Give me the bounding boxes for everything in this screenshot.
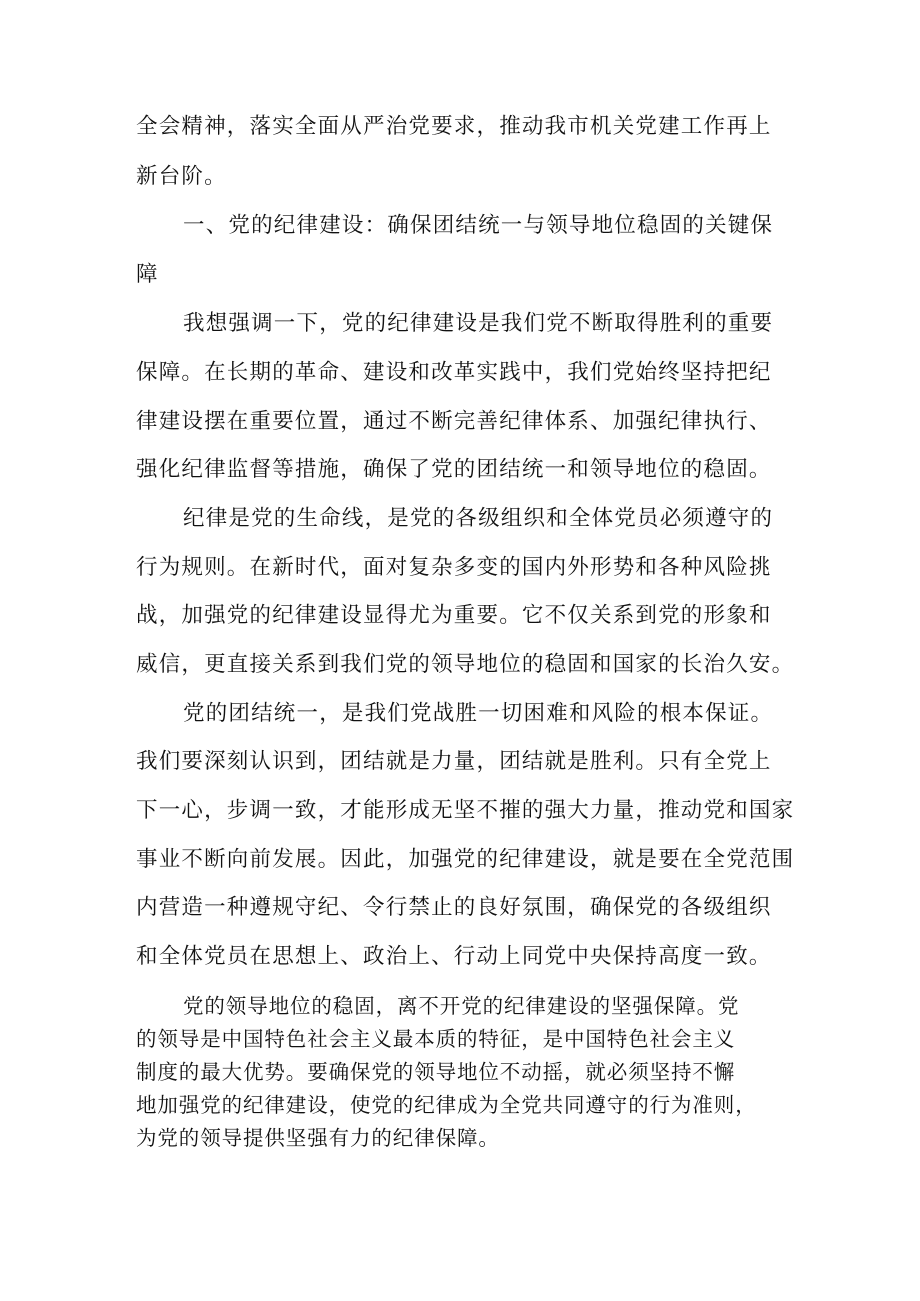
text-line: 全会精神，落实全面从严治党要求，推动我市机关党建工作再上 [136,114,772,139]
text-line: 下一心，步调一致，才能形成无坚不摧的强大力量，推动党和国家 [136,798,795,823]
text-line: 地加强党的纪律建设，使党的纪律成为全党共同遵守的行为准则， [136,1093,757,1117]
text-line: 威信，更直接关系到我们党的领导地位的稳固和国家的长治久安。 [136,652,795,677]
text-line: 制度的最大优势。要确保党的领导地位不动摇，就必须坚持不懈 [136,1060,736,1084]
section-heading-line: 一、党的纪律建设：确保团结统一与领导地位稳固的关键保 [183,213,774,238]
text-line: 党的团结统一，是我们党战胜一切困难和风险的根本保证。 [183,701,774,726]
text-line: 强化纪律监督等措施，确保了党的团结统一和领导地位的稳固。 [136,457,772,482]
text-line: 为党的领导提供坚强有力的纪律保障。 [136,1126,500,1150]
text-line: 党的领导地位的稳固，离不开党的纪律建设的坚强保障。党 [183,994,740,1018]
text-line: 和全体党员在思想上、政治上、行动上同党中央保持高度一致。 [136,944,772,969]
text-line: 保障。在长期的革命、建设和改革实践中，我们党始终坚持把纪 [136,360,772,385]
section-heading-line: 障 [136,262,159,287]
text-line: 纪律是党的生命线，是党的各级组织和全体党员必须遵守的 [183,506,774,531]
text-line: 的领导是中国特色社会主义最本质的特征，是中国特色社会主义 [136,1027,736,1051]
text-line: 行为规则。在新时代，面对复杂多变的国内外形势和各种风险挑 [136,555,772,580]
text-line: 律建设摆在重要位置，通过不断完善纪律体系、加强纪律执行、 [136,409,772,434]
text-line: 我想强调一下，党的纪律建设是我们党不断取得胜利的重要 [183,311,774,336]
text-line: 事业不断向前发展。因此，加强党的纪律建设，就是要在全党范围 [136,847,795,872]
text-line: 新台阶。 [136,164,227,189]
text-line: 内营造一种遵规守纪、令行禁止的良好氛围，确保党的各级组织 [136,895,772,920]
text-line: 战，加强党的纪律建设显得尤为重要。它不仅关系到党的形象和 [136,603,772,628]
text-line: 我们要深刻认识到，团结就是力量，团结就是胜利。只有全党上 [136,749,772,774]
